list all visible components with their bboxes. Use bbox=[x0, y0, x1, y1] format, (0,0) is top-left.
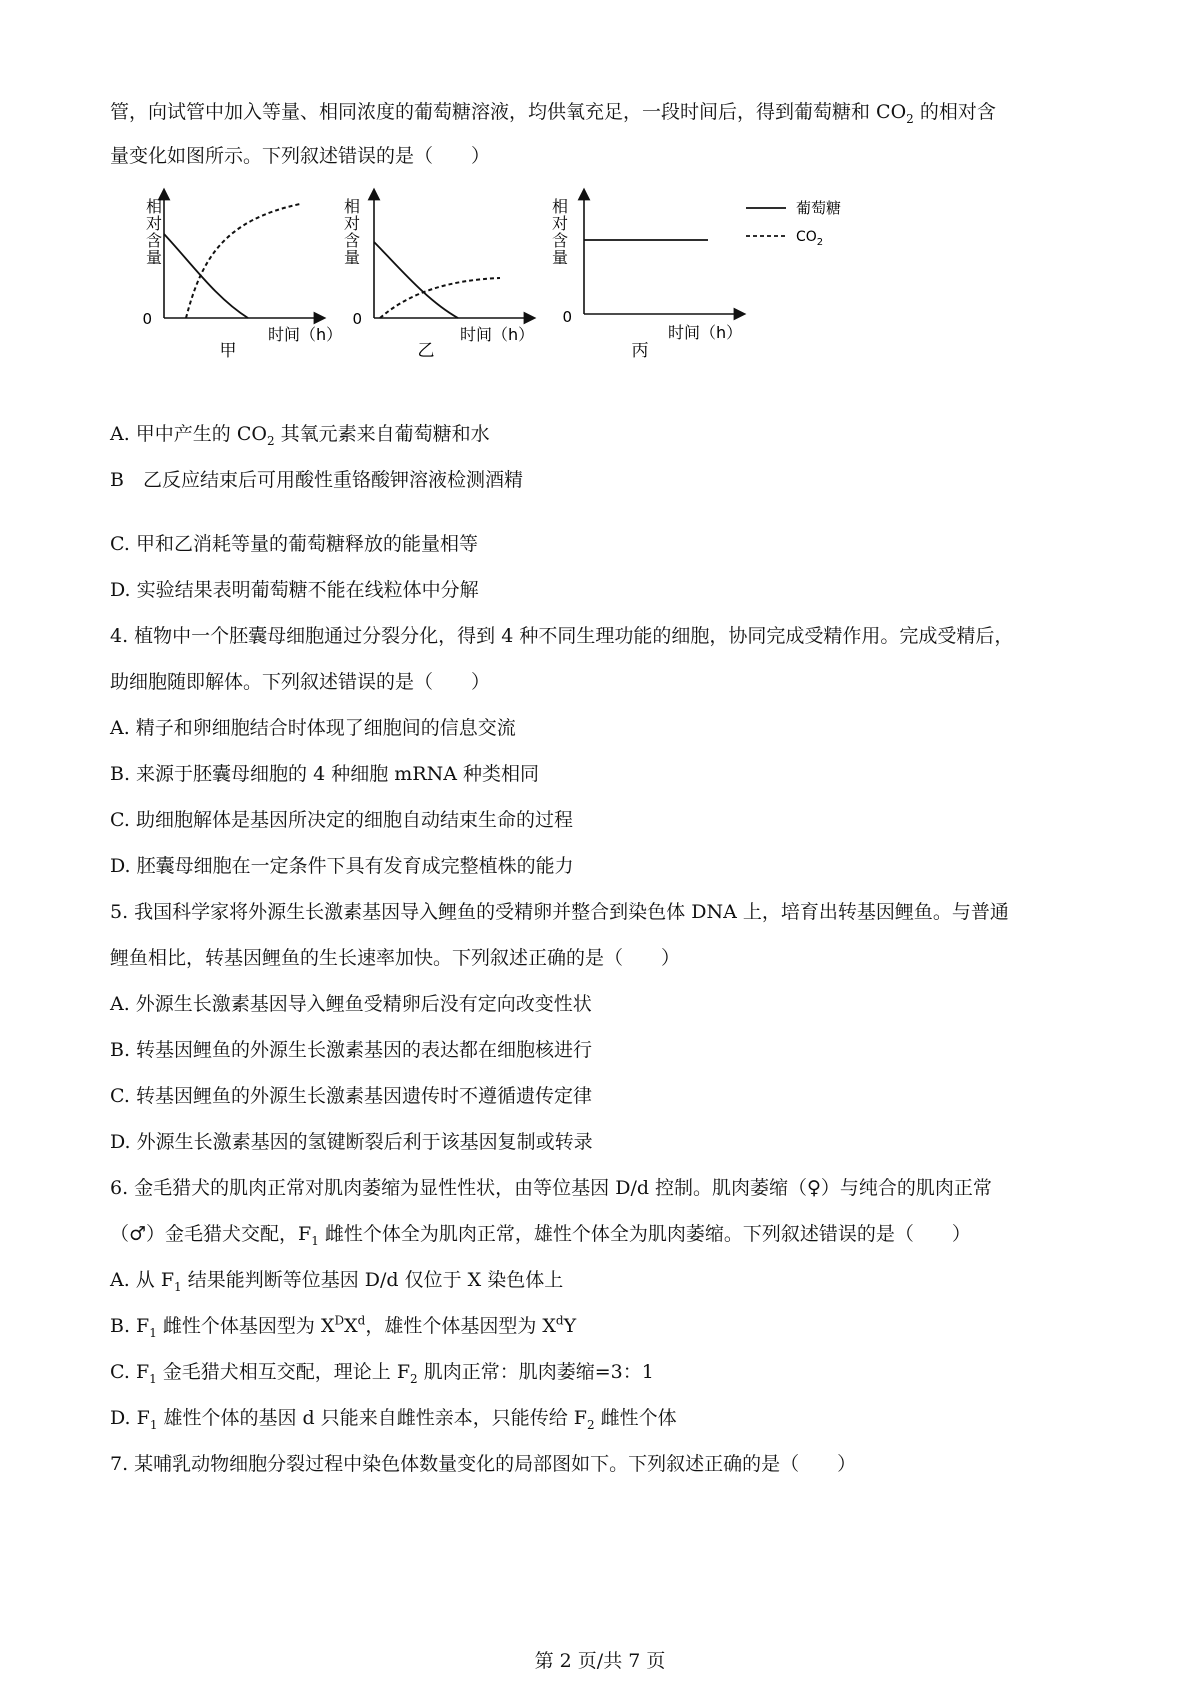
panel-bing-label: 丙 bbox=[631, 341, 649, 361]
q6-stem-text-b: 雌性个体全为肌肉正常，雄性个体全为肌肉萎缩。下列叙述错误的是（ ） bbox=[318, 1223, 971, 1245]
q6-option-b-text-b: 雌性个体基因型为 X bbox=[156, 1315, 335, 1337]
q6-option-d bbox=[110, 1406, 677, 1430]
panel-jia-ylabel-1: 相 bbox=[146, 197, 163, 216]
panel-yi-origin: 0 bbox=[352, 310, 362, 328]
q6-option-d-text-b: 雄性个体的基因 d 只能来自雌性亲本，只能传给 F bbox=[157, 1407, 587, 1429]
q5-option-d: D. 外源生长激素基因的氢键断裂后利于该基因复制或转录 bbox=[110, 1131, 593, 1153]
panel-jia-co2-curve bbox=[186, 204, 300, 318]
q6-option-b-sub: 1 bbox=[149, 1325, 157, 1340]
q6-option-b-sup3: d bbox=[555, 1313, 564, 1328]
panel-jia bbox=[142, 194, 342, 361]
q6-option-b-text-d: ，雄性个体基因型为 X bbox=[365, 1315, 556, 1337]
q6-option-d-text-a: D. F bbox=[110, 1407, 150, 1429]
panel-jia-glucose-curve bbox=[164, 234, 248, 318]
q5-stem-line2: 鲤鱼相比，转基因鲤鱼的生长速率加快。下列叙述正确的是（ ） bbox=[110, 947, 681, 969]
q6-stem-line1: 6. 金毛猎犬的肌肉正常对肌肉萎缩为显性性状，由等位基因 D/d 控制。肌肉萎缩（♀）与纯合的肌肉正常 bbox=[110, 1177, 992, 1199]
q6-option-b-text-c: X bbox=[344, 1315, 358, 1337]
q6-option-a-sub: 1 bbox=[174, 1279, 182, 1294]
q3-option-c: C. 甲和乙消耗等量的葡萄糖释放的能量相等 bbox=[110, 533, 478, 555]
q4-stem-line1: 4. 植物中一个胚囊母细胞通过分裂分化，得到 4 种不同生理功能的细胞，协同完成受精作用。完成受精后， bbox=[110, 625, 1014, 647]
q3-option-a-text-b: 其氧元素来自葡萄糖和水 bbox=[274, 423, 490, 445]
q6-option-c-text-a: C. F bbox=[110, 1361, 150, 1383]
panel-yi-ylabel-2: 对 bbox=[344, 214, 361, 233]
q6-option-c-sub2: 2 bbox=[410, 1371, 418, 1386]
panel-jia-label: 甲 bbox=[219, 341, 237, 361]
q6-option-b-sup2: d bbox=[357, 1313, 366, 1328]
q5-option-b: B. 转基因鲤鱼的外源生长激素基因的表达都在细胞核进行 bbox=[110, 1039, 593, 1061]
q3-stem-line1 bbox=[110, 100, 996, 124]
figure-legend bbox=[746, 199, 841, 248]
q3-figure-svg bbox=[130, 196, 842, 400]
panel-bing bbox=[552, 194, 742, 361]
q6-stem-sub: 1 bbox=[311, 1233, 319, 1248]
panel-bing-origin: 0 bbox=[562, 308, 572, 326]
panel-yi-ylabel-3: 含 bbox=[344, 231, 361, 250]
q5-option-a: A. 外源生长激素基因导入鲤鱼受精卵后没有定向改变性状 bbox=[110, 993, 592, 1015]
panel-bing-ylabel-3: 含 bbox=[552, 231, 569, 250]
q5-stem-line1: 5. 我国科学家将外源生长激素基因导入鲤鱼的受精卵并整合到染色体 DNA 上，培育出转基因鲤鱼。与普通 bbox=[110, 901, 1009, 923]
panel-yi-ylabel-4: 量 bbox=[344, 248, 361, 267]
q6-option-d-sub1: 1 bbox=[149, 1417, 158, 1432]
panel-yi-label: 乙 bbox=[417, 341, 435, 361]
panel-bing-xlabel: 时间（h） bbox=[668, 323, 743, 342]
panel-jia-origin: 0 bbox=[142, 310, 152, 328]
q3-option-a-text-a: A. 甲中产生的 CO bbox=[110, 423, 267, 445]
q4-option-a: A. 精子和卵细胞结合时体现了细胞间的信息交流 bbox=[110, 717, 516, 739]
q3-figure bbox=[130, 196, 842, 400]
q6-option-b-text-a: B. F bbox=[110, 1315, 150, 1337]
q3-stem-line2: 量变化如图所示。下列叙述错误的是（ ） bbox=[110, 145, 491, 167]
panel-jia-xlabel: 时间（h） bbox=[268, 325, 343, 344]
q5-option-c: C. 转基因鲤鱼的外源生长激素基因遗传时不遵循遗传定律 bbox=[110, 1085, 592, 1107]
q6-option-c-sub1: 1 bbox=[149, 1371, 157, 1386]
q6-option-b-sup1: D bbox=[334, 1313, 345, 1328]
panel-yi-glucose-curve bbox=[374, 242, 458, 318]
q6-option-c-text-c: 肌肉正常：肌肉萎缩=3：1 bbox=[417, 1361, 654, 1383]
legend-glucose-label: 葡萄糖 bbox=[796, 199, 842, 217]
panel-bing-ylabel-2: 对 bbox=[552, 214, 569, 233]
panel-bing-ylabel-1: 相 bbox=[552, 197, 569, 216]
panel-yi bbox=[344, 194, 534, 361]
q6-option-b-text-e: Y bbox=[563, 1315, 577, 1337]
q3-stem-sub: 2 bbox=[906, 111, 914, 126]
q6-stem-line2 bbox=[110, 1222, 971, 1246]
panel-yi-xlabel: 时间（h） bbox=[460, 325, 535, 344]
page-footer: 第 2 页/共 7 页 bbox=[534, 1650, 666, 1672]
q3-option-a bbox=[110, 422, 490, 446]
q6-option-c-text-b: 金毛猎犬相互交配，理论上 F bbox=[156, 1361, 411, 1383]
q3-option-d: D. 实验结果表明葡萄糖不能在线粒体中分解 bbox=[110, 579, 479, 601]
q6-option-d-sub2: 2 bbox=[586, 1417, 595, 1432]
panel-yi-ylabel-1: 相 bbox=[344, 197, 361, 216]
legend-co2-label: $CO_2$ bbox=[796, 229, 824, 248]
q7-stem: 7. 某哺乳动物细胞分裂过程中染色体数量变化的局部图如下。下列叙述正确的是（ ） bbox=[110, 1453, 857, 1475]
q3-stem-text-b: 的相对含 bbox=[913, 101, 996, 123]
q4-stem-line2: 助细胞随即解体。下列叙述错误的是（ ） bbox=[110, 671, 491, 693]
panel-bing-ylabel-4: 量 bbox=[552, 248, 569, 267]
q4-option-c: C. 助细胞解体是基因所决定的细胞自动结束生命的过程 bbox=[110, 809, 573, 831]
q4-option-b: B. 来源于胚囊母细胞的 4 种细胞 mRNA 种类相同 bbox=[110, 763, 539, 785]
q3-option-a-sub: 2 bbox=[266, 433, 275, 448]
q6-option-c bbox=[110, 1360, 654, 1384]
q3-stem-text-a: 管，向试管中加入等量、相同浓度的葡萄糖溶液，均供氧充足，一段时间后，得到葡萄糖和 CO bbox=[110, 101, 907, 123]
q6-option-a-text-b: 结果能判断等位基因 D/d 仅位于 X 染色体上 bbox=[181, 1269, 564, 1291]
panel-jia-ylabel-4: 量 bbox=[146, 248, 163, 267]
panel-yi-co2-curve bbox=[380, 278, 500, 318]
panel-jia-ylabel-3: 含 bbox=[146, 231, 163, 250]
panel-jia-ylabel-2: 对 bbox=[146, 214, 163, 233]
q6-option-a-text-a: A. 从 F bbox=[110, 1269, 175, 1291]
q6-stem-text-a: （♂）金毛猎犬交配，F bbox=[110, 1223, 312, 1245]
q4-option-d: D. 胚囊母细胞在一定条件下具有发育成完整植株的能力 bbox=[110, 855, 574, 877]
q6-option-a bbox=[110, 1268, 563, 1292]
q3-option-b: B 乙反应结束后可用酸性重铬酸钾溶液检测酒精 bbox=[110, 469, 523, 491]
q6-option-d-text-c: 雌性个体 bbox=[594, 1407, 677, 1429]
q6-option-b bbox=[110, 1314, 576, 1338]
